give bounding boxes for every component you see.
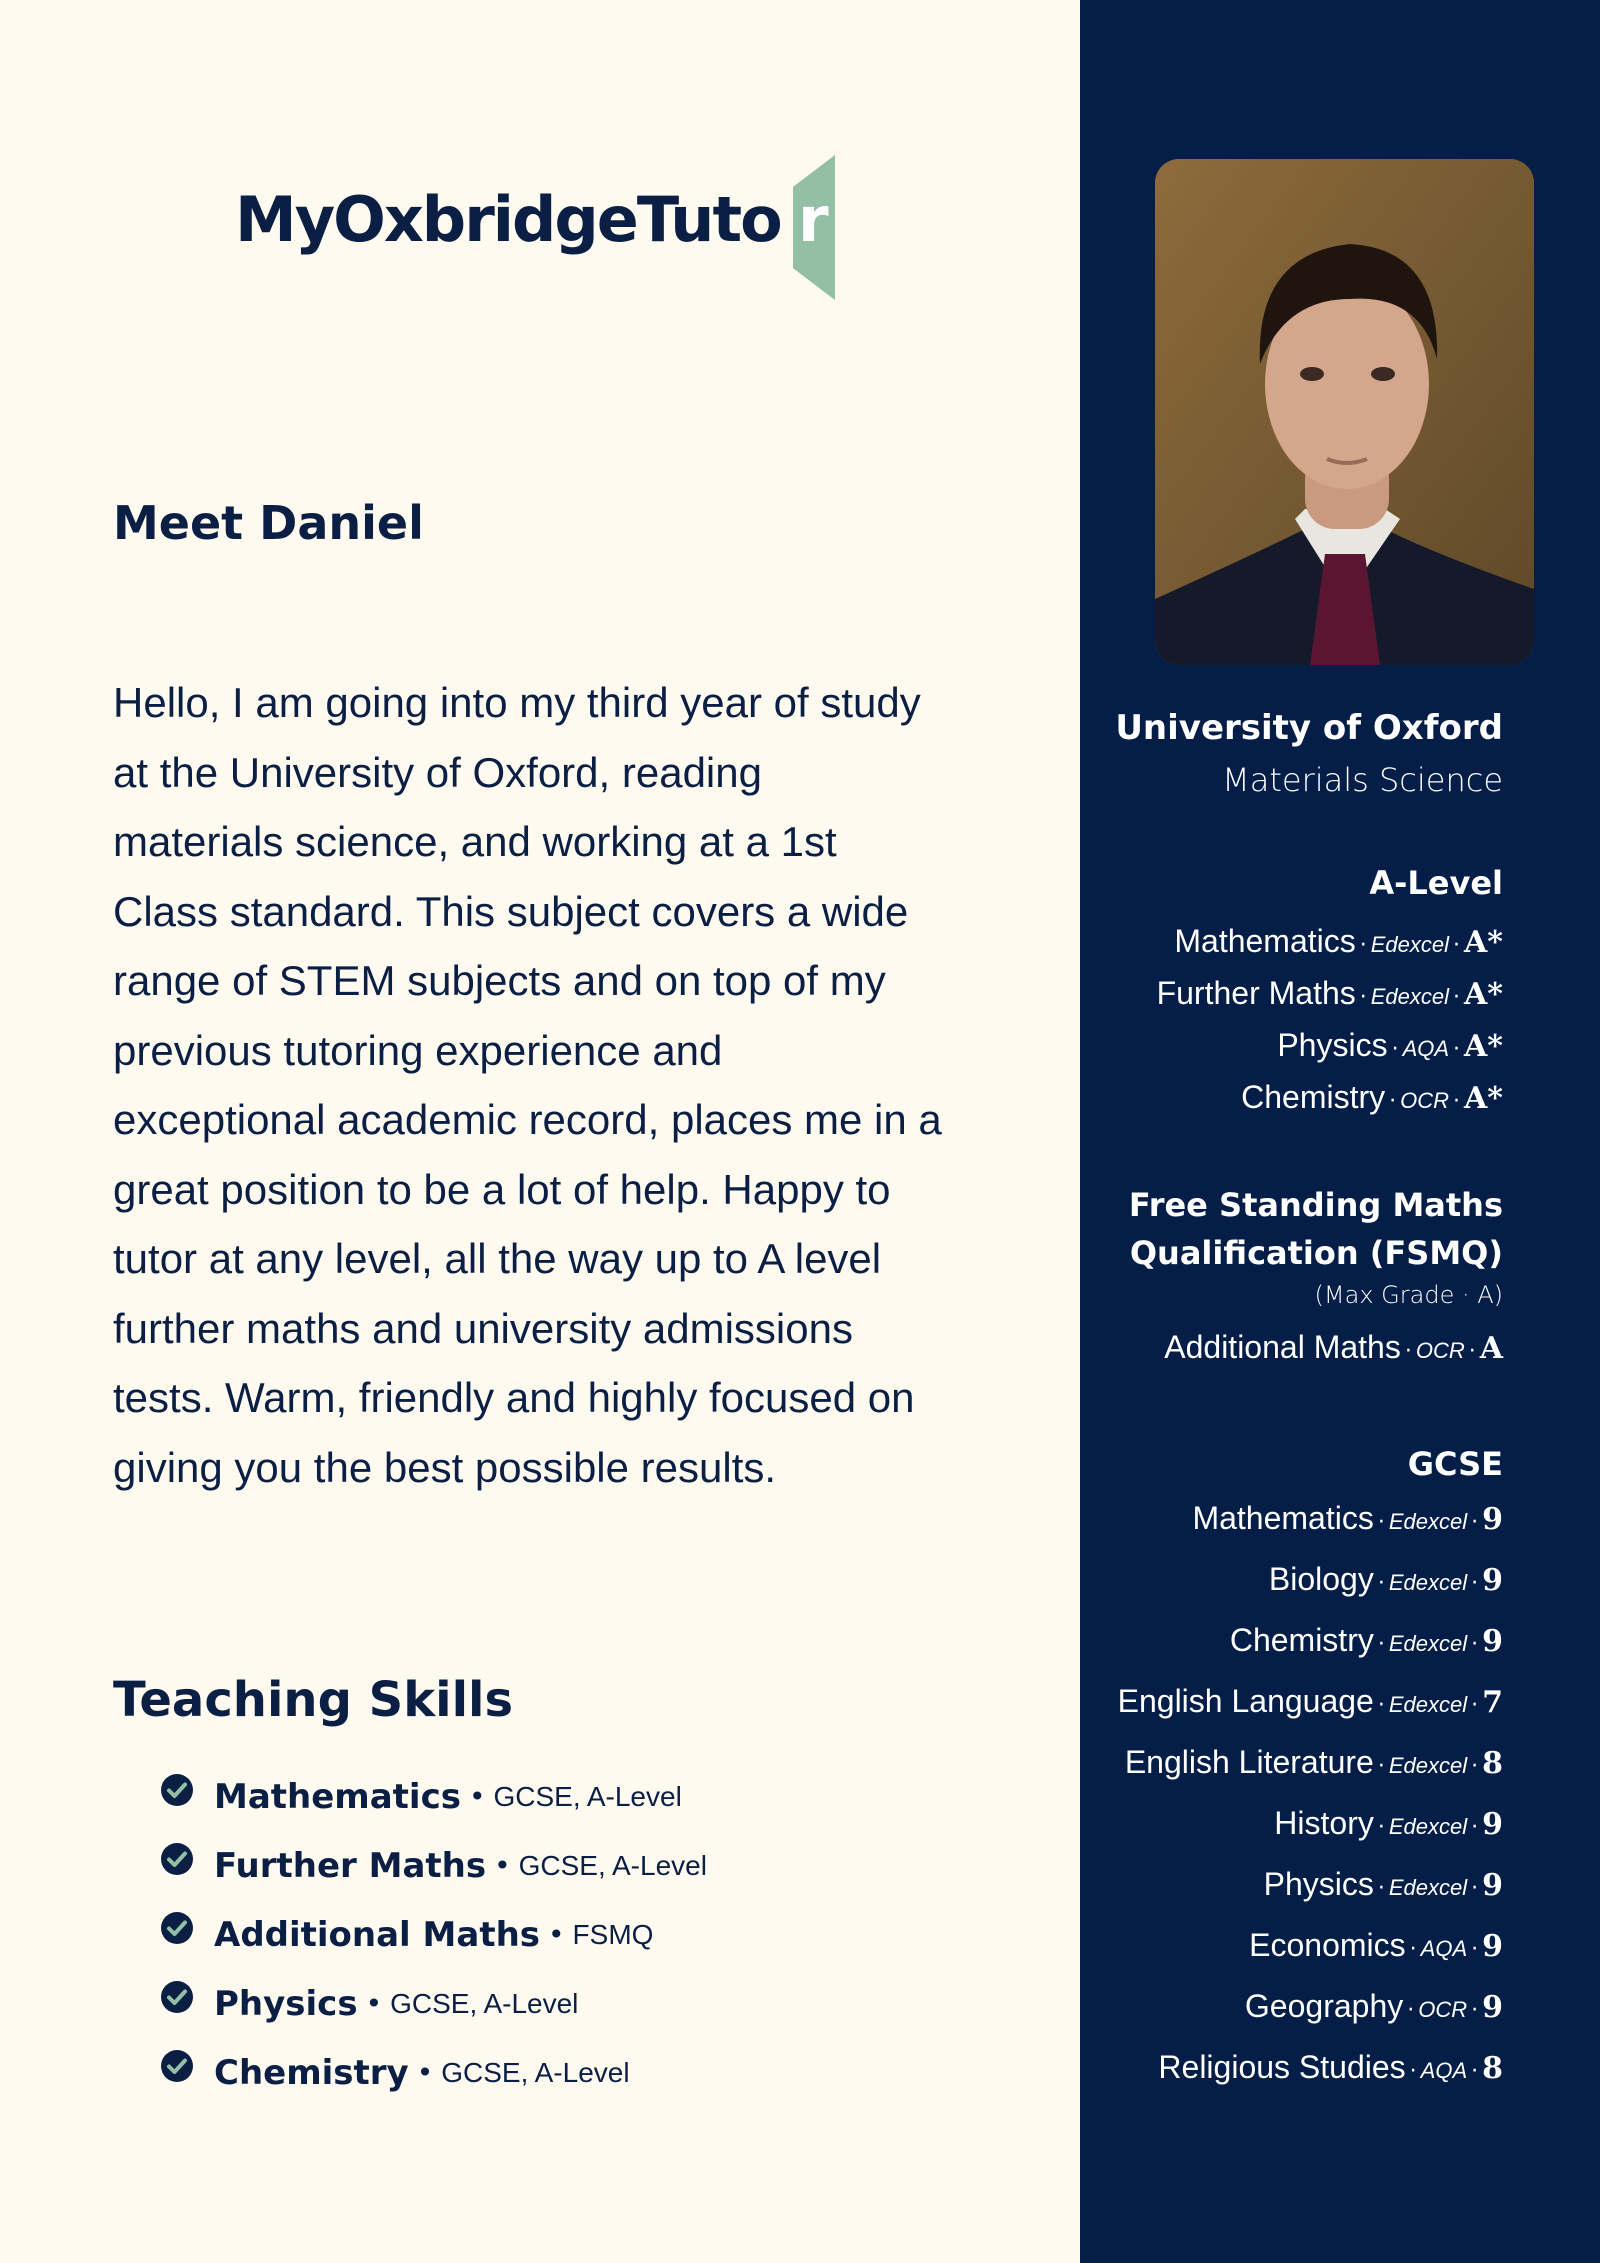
qualification-row bbox=[1157, 915, 1503, 967]
skill-levels: GCSE, A-Level bbox=[518, 1849, 707, 1881]
exam-board: Edexcel bbox=[1388, 1509, 1468, 1534]
separator-dot: · bbox=[1453, 1037, 1461, 1062]
alevel-heading: A-Level bbox=[1369, 864, 1503, 902]
exam-board: AQA bbox=[1420, 1936, 1468, 1961]
exam-board: AQA bbox=[1420, 2058, 1468, 2083]
qualification-row bbox=[1118, 1854, 1503, 1915]
skill-name: Further Maths bbox=[214, 1845, 487, 1886]
separator-dot: · bbox=[1377, 1693, 1385, 1718]
bullet-separator: • bbox=[416, 2056, 434, 2089]
bullet-separator: • bbox=[494, 1849, 511, 1882]
qualification-row bbox=[1118, 1915, 1503, 1976]
separator-dot: · bbox=[1471, 2059, 1479, 2084]
alevel-section bbox=[1157, 859, 1503, 1123]
separator-dot: · bbox=[1471, 1510, 1479, 1535]
grade: 9 bbox=[1482, 1807, 1503, 1842]
grade: 9 bbox=[1482, 1990, 1503, 2025]
grade: 9 bbox=[1482, 1929, 1503, 1964]
subject-name: English Language bbox=[1117, 1683, 1374, 1719]
skill-levels: GCSE, A-Level bbox=[441, 2056, 630, 2088]
course-name: Materials Science bbox=[1222, 761, 1503, 799]
check-circle-icon bbox=[160, 1842, 194, 1876]
separator-dot: · bbox=[1377, 1815, 1385, 1840]
qualification-row bbox=[1118, 1488, 1503, 1549]
separator-dot: · bbox=[1468, 1339, 1476, 1364]
grade: A* bbox=[1464, 977, 1503, 1012]
qualification-row bbox=[1118, 1671, 1503, 1732]
check-circle-icon bbox=[160, 2049, 194, 2083]
fsmq-max-grade: (Max Grade · A) bbox=[1314, 1281, 1503, 1309]
grade: A* bbox=[1464, 1029, 1503, 1064]
tutor-portrait-illustration bbox=[1155, 159, 1534, 665]
subject-name: Additional Maths bbox=[1164, 1329, 1401, 1365]
skill-item bbox=[160, 1762, 707, 1831]
qualification-row bbox=[1157, 967, 1503, 1019]
separator-dot: · bbox=[1377, 1876, 1385, 1901]
qualification-row bbox=[1129, 1321, 1503, 1373]
qualification-row bbox=[1118, 1732, 1503, 1793]
skill-item bbox=[160, 1900, 707, 1969]
grade: 9 bbox=[1482, 1868, 1503, 1903]
grade: 8 bbox=[1482, 2051, 1503, 2086]
skill-name: Chemistry bbox=[214, 2052, 409, 2093]
exam-board: Edexcel bbox=[1388, 1570, 1468, 1595]
separator-dot: · bbox=[1471, 1876, 1479, 1901]
separator-dot: · bbox=[1409, 2059, 1417, 2084]
exam-board: Edexcel bbox=[1388, 1875, 1468, 1900]
separator-dot: · bbox=[1471, 1998, 1479, 2023]
qualification-row bbox=[1118, 1549, 1503, 1610]
brand-logo bbox=[235, 155, 845, 300]
skill-item bbox=[160, 1969, 707, 2038]
exam-board: OCR bbox=[1400, 1088, 1450, 1113]
logo-last-letter: r bbox=[798, 183, 829, 256]
exam-board: OCR bbox=[1418, 1997, 1468, 2022]
separator-dot: · bbox=[1359, 933, 1367, 958]
separator-dot: · bbox=[1389, 1089, 1397, 1114]
subject-name: Biology bbox=[1268, 1561, 1374, 1597]
separator-dot: · bbox=[1377, 1571, 1385, 1596]
fsmq-heading-line2: Qualification (FSMQ) bbox=[1129, 1234, 1503, 1272]
separator-dot: · bbox=[1404, 1339, 1412, 1364]
subject-name: Chemistry bbox=[1229, 1622, 1374, 1658]
grade: 9 bbox=[1482, 1624, 1503, 1659]
grade: 8 bbox=[1482, 1746, 1503, 1781]
teaching-skills-heading: Teaching Skills bbox=[113, 1672, 514, 1728]
separator-dot: · bbox=[1407, 1998, 1415, 2023]
separator-dot: · bbox=[1471, 1632, 1479, 1657]
subject-name: Physics bbox=[1263, 1866, 1374, 1902]
separator-dot: · bbox=[1453, 1089, 1461, 1114]
subject-name: Religious Studies bbox=[1158, 2049, 1406, 2085]
skill-name: Physics bbox=[214, 1983, 358, 2024]
exam-board: OCR bbox=[1415, 1338, 1465, 1363]
gcse-heading: GCSE bbox=[1407, 1445, 1503, 1483]
grade: 9 bbox=[1482, 1502, 1503, 1537]
exam-board: Edexcel bbox=[1388, 1753, 1468, 1778]
grade: 9 bbox=[1482, 1563, 1503, 1598]
subject-name: Mathematics bbox=[1174, 923, 1356, 959]
right-panel bbox=[1080, 0, 1600, 2263]
bullet-separator: • bbox=[365, 1987, 383, 2020]
logo-text: MyOxbridgeTuto bbox=[235, 183, 781, 256]
fsmq-heading-line1: Free Standing Maths bbox=[1128, 1186, 1503, 1224]
separator-dot: · bbox=[1377, 1632, 1385, 1657]
exam-board: AQA bbox=[1402, 1036, 1450, 1061]
qualification-row bbox=[1118, 1976, 1503, 2037]
subject-name: Economics bbox=[1249, 1927, 1406, 1963]
check-circle-icon bbox=[160, 1980, 194, 2014]
teaching-skills-list bbox=[160, 1762, 707, 2107]
qualification-row bbox=[1118, 1793, 1503, 1854]
gcse-section bbox=[1118, 1440, 1503, 2098]
qualification-row bbox=[1118, 1610, 1503, 1671]
separator-dot: · bbox=[1471, 1754, 1479, 1779]
bullet-separator: • bbox=[548, 1918, 565, 1951]
subject-name: Mathematics bbox=[1192, 1500, 1374, 1536]
skill-levels: GCSE, A-Level bbox=[390, 1987, 579, 2019]
exam-board: Edexcel bbox=[1388, 1692, 1468, 1717]
tutor-photo bbox=[1155, 159, 1534, 665]
intro-heading: Meet Daniel bbox=[113, 496, 424, 550]
separator-dot: · bbox=[1391, 1037, 1399, 1062]
qualification-row bbox=[1157, 1071, 1503, 1123]
separator-dot: · bbox=[1409, 1937, 1417, 1962]
exam-board: Edexcel bbox=[1388, 1814, 1468, 1839]
grade: A bbox=[1479, 1331, 1503, 1366]
exam-board: Edexcel bbox=[1388, 1631, 1468, 1656]
bullet-separator: • bbox=[468, 1780, 486, 1813]
exam-board: Edexcel bbox=[1370, 932, 1450, 957]
separator-dot: · bbox=[1453, 933, 1461, 958]
subject-name: English Literature bbox=[1124, 1744, 1374, 1780]
qualification-row bbox=[1118, 2037, 1503, 2098]
grade: A* bbox=[1464, 925, 1503, 960]
skill-levels: FSMQ bbox=[572, 1918, 654, 1950]
skill-name: Additional Maths bbox=[214, 1914, 541, 1955]
check-circle-icon bbox=[160, 1773, 194, 1807]
grade: 7 bbox=[1482, 1685, 1503, 1720]
qualification-row bbox=[1157, 1019, 1503, 1071]
subject-name: History bbox=[1274, 1805, 1374, 1841]
subject-name: Physics bbox=[1277, 1027, 1388, 1063]
separator-dot: · bbox=[1471, 1693, 1479, 1718]
separator-dot: · bbox=[1471, 1571, 1479, 1596]
separator-dot: · bbox=[1471, 1815, 1479, 1840]
subject-name: Geography bbox=[1244, 1988, 1404, 2024]
grade: A* bbox=[1464, 1081, 1503, 1116]
exam-board: Edexcel bbox=[1370, 984, 1450, 1009]
skill-item bbox=[160, 1831, 707, 1900]
skill-levels: GCSE, A-Level bbox=[493, 1780, 682, 1812]
separator-dot: · bbox=[1359, 985, 1367, 1010]
separator-dot: · bbox=[1377, 1754, 1385, 1779]
subject-name: Further Maths bbox=[1156, 975, 1356, 1011]
subject-name: Chemistry bbox=[1241, 1079, 1386, 1115]
check-circle-icon bbox=[160, 1911, 194, 1945]
university-name: University of Oxford bbox=[1115, 708, 1503, 748]
fsmq-section bbox=[1129, 1181, 1503, 1373]
separator-dot: · bbox=[1453, 985, 1461, 1010]
intro-body: Hello, I am going into my third year of study at the University of Oxford, reading materials science, and working at a 1st Class standard. This subject covers a wide range of STEM subjects and on top of my previous tutoring experience and exceptional academic record, places me in a great position to be a lot of help. Happy to tutor at any level, all the way up to A level further maths and university admissions tests. Warm, friendly and highly focused on giving you the best possible results. bbox=[113, 679, 942, 1491]
separator-dot: · bbox=[1377, 1510, 1385, 1535]
separator-dot: · bbox=[1471, 1937, 1479, 1962]
skill-name: Mathematics bbox=[214, 1776, 461, 1817]
skill-item bbox=[160, 2038, 707, 2107]
